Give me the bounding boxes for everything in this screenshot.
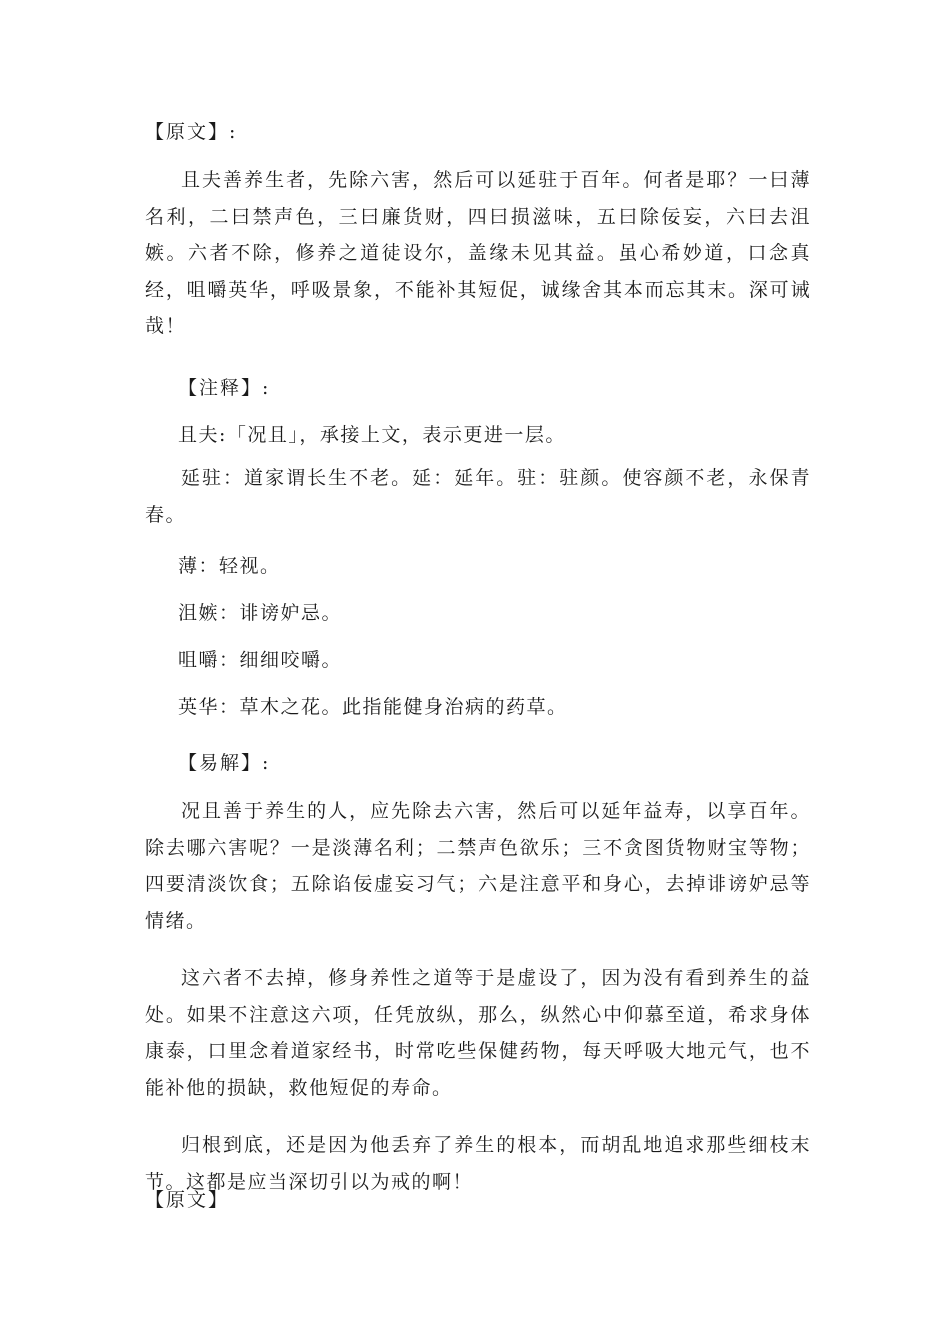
yijie-heading: 【易解】: <box>178 752 271 774</box>
yuanwen-heading: 【原文】: <box>145 121 238 143</box>
note-yinghua: 英华：草木之花。此指能健身治病的药草。 <box>178 696 568 718</box>
note-qiefu: 且夫:「况且」，承接上文，表示更进一层。 <box>178 424 566 446</box>
yijie-paragraph-1: 况且善于养生的人，应先除去六害，然后可以延年益寿，以享百年。除去哪六害呢？一是淡薄名利；二禁声色欲乐；三不贪图货物财宝等物；四要清淡饮食；五除谄佞虚妄习气；六是注意平和身心，去掉诽谤妒忌等情绪。 <box>145 800 811 932</box>
note-yanzhu: 延驻：道家谓长生不老。延：延年。驻：驻颜。使容颜不老，永保青春。 <box>145 467 811 526</box>
zhushi-heading: 【注释】: <box>178 377 271 399</box>
yijie-paragraph-3: 归根到底，还是因为他丢弃了养生的根本，而胡乱地追求那些细枝末节。这都是应当深切引以为戒的啊！ <box>145 1134 811 1193</box>
next-yuanwen-heading: 【原文】 <box>145 1189 230 1211</box>
note-bo: 薄：轻视。 <box>178 555 281 577</box>
yijie-paragraph-2: 这六者不去掉，修身养性之道等于是虚设了，因为没有看到养生的益处。如果不注意这六项，任凭放纵，那么，纵然心中仰慕至道，希求身体康泰，口里念着道家经书，时常吃些保健药物，每天呼吸大地元气，也不能补他的损缺，救他短促的寿命。 <box>145 967 811 1099</box>
note-juji: 沮嫉：诽谤妒忌。 <box>178 602 343 624</box>
note-jujue: 咀嚼：细细咬嚼。 <box>178 649 343 671</box>
yuanwen-paragraph: 且夫善养生者，先除六害，然后可以延驻于百年。何者是耶？一曰薄名利，二曰禁声色，三曰廉货财，四曰损滋味，五曰除佞妄，六曰去沮嫉。六者不除，修养之道徒设尔，盖缘未见其益。虽心希妙道，口念真经，咀嚼英华，呼吸景象，不能补其短促，诚缘舍其本而忘其末。深可诫哉！ <box>145 169 811 337</box>
